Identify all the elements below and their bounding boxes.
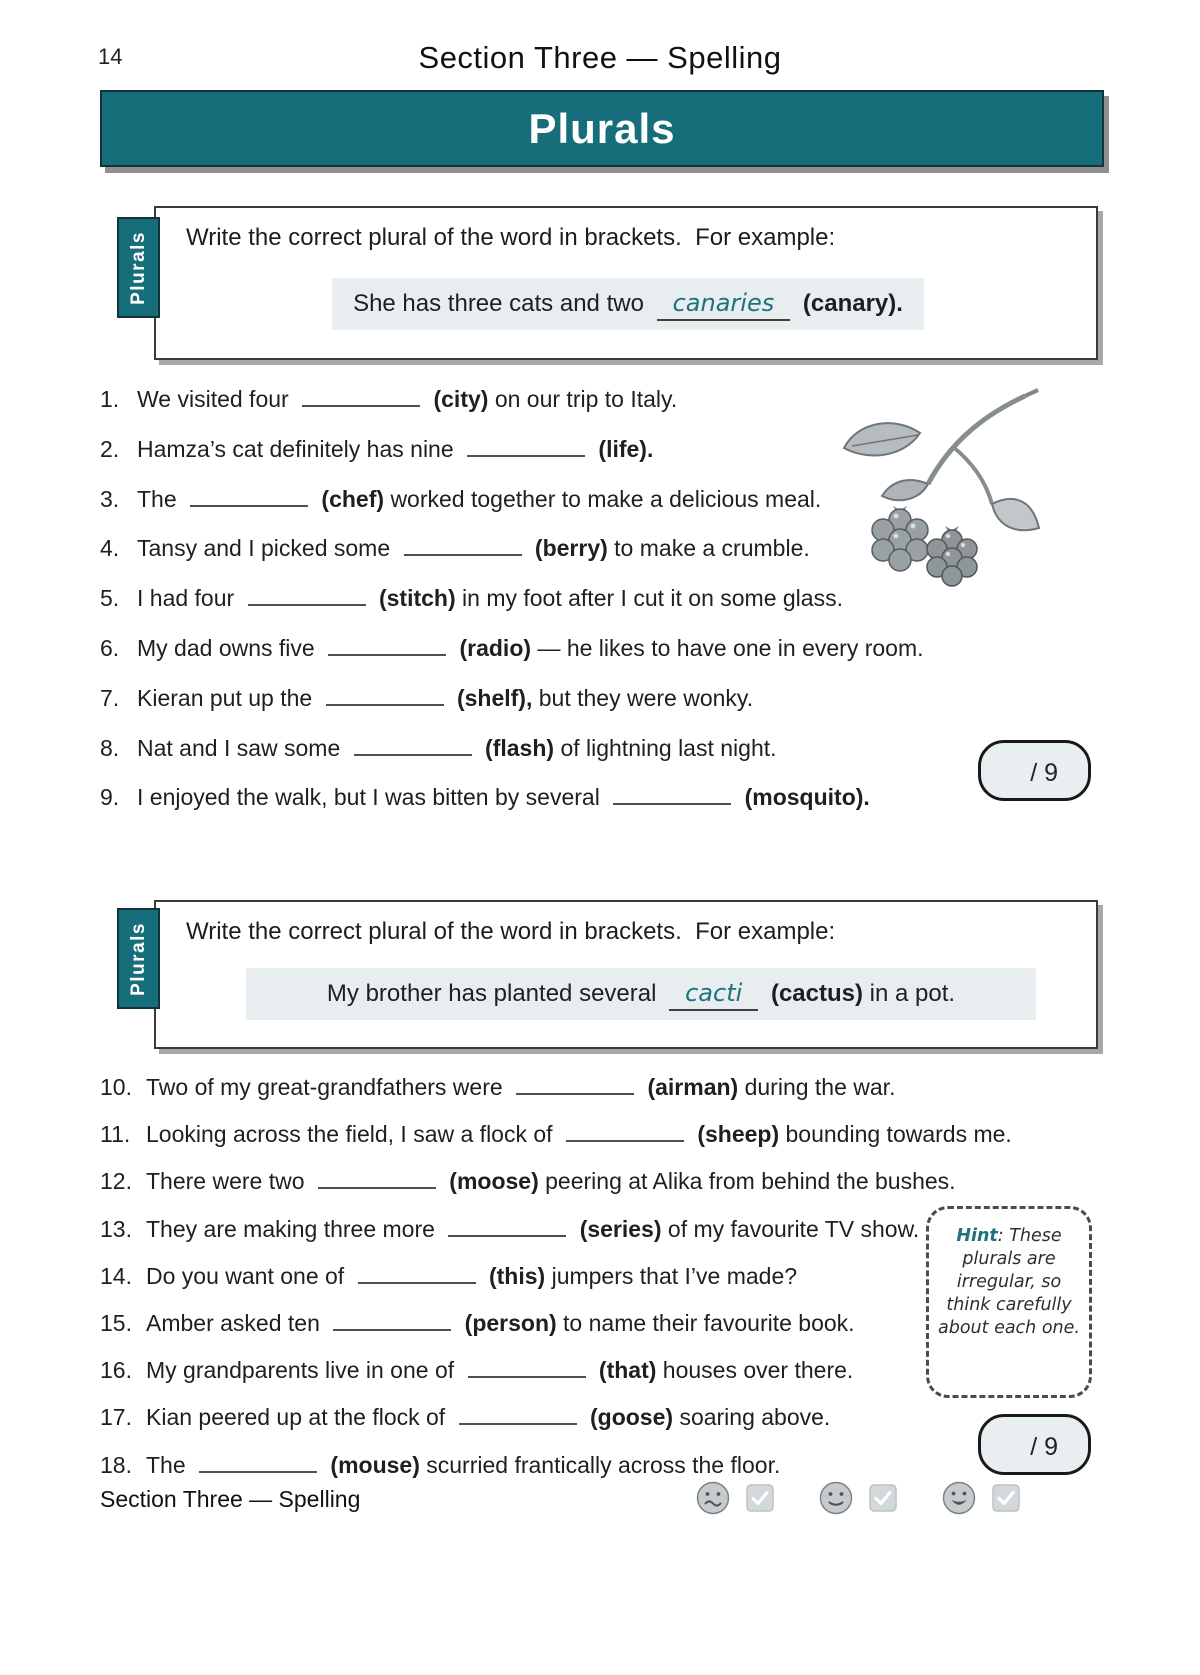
question-text-before: I had four: [137, 585, 235, 612]
question-bracket-word: (mosquito).: [744, 784, 870, 811]
question-text-after: jumpers that I’ve made?: [551, 1262, 798, 1289]
question-bracket-word: (moose): [449, 1168, 539, 1195]
question-number: 6.: [100, 634, 120, 661]
question-row: [100, 1253, 1000, 1300]
face-unsure-icon[interactable]: [695, 1480, 731, 1521]
question-bracket-word: (airman): [647, 1074, 739, 1100]
example-text-after: in a pot.: [869, 980, 956, 1007]
question-number: 4.: [100, 535, 120, 562]
example-sentence: [246, 968, 1036, 1020]
question-row: [100, 773, 1000, 823]
question-number: 14.: [100, 1262, 132, 1289]
question-text-after: of lightning last night.: [560, 734, 777, 761]
question-text-after: to make a crumble.: [614, 535, 810, 562]
question-row: [100, 1111, 1012, 1158]
instruction-box-1: [154, 206, 1098, 360]
question-text-before: Do you want one of: [146, 1262, 345, 1289]
answer-blank[interactable]: [190, 480, 308, 506]
question-text-after: worked together to make a delicious meal.: [390, 485, 822, 512]
question-number: 3.: [100, 485, 120, 512]
self-assessment-unsure: [695, 1480, 774, 1521]
example-text-before: My brother has planted several: [326, 980, 657, 1007]
question-text-before: They are making three more: [146, 1215, 435, 1242]
instruction-box-2: [154, 900, 1098, 1049]
question-text-before: We visited four: [137, 386, 289, 412]
question-text-before: My grandparents live in one of: [146, 1357, 455, 1384]
question-number: 10.: [100, 1074, 132, 1100]
question-row: [100, 1158, 1000, 1205]
footer-section-title: Section Three — Spelling: [100, 1486, 361, 1512]
question-bracket-word: (shelf),: [456, 684, 533, 711]
question-text-before: The: [137, 485, 177, 512]
score-box[interactable]: [978, 740, 1091, 801]
answer-blank[interactable]: [199, 1446, 317, 1472]
question-text-after: — he likes to have one in every room.: [537, 634, 924, 661]
score-label: / 9: [1030, 1433, 1058, 1461]
question-bracket-word: (person): [464, 1309, 557, 1336]
question-text-before: Looking across the field, I saw a flock of: [146, 1121, 553, 1148]
side-tab-label: Plurals: [127, 921, 149, 996]
question-bracket-word: (life).: [598, 435, 654, 462]
question-row: [100, 1347, 1000, 1394]
question-text-before: Two of my great-grandfathers were: [146, 1074, 503, 1100]
answer-blank[interactable]: [333, 1305, 451, 1331]
question-row: [100, 1206, 1000, 1253]
question-bracket-word: (goose): [589, 1404, 674, 1431]
question-text-after: peering at Alika from behind the bushes.: [545, 1168, 956, 1195]
hint-box: [926, 1206, 1092, 1398]
question-text-after: bounding towards me.: [785, 1121, 1012, 1148]
question-text-after: to name their favourite book.: [563, 1309, 855, 1336]
answer-blank[interactable]: [328, 630, 446, 656]
question-text-before: Hamza’s cat definitely has nine: [137, 435, 454, 462]
face-okay-icon[interactable]: [818, 1480, 854, 1521]
example-bracket-word: (canary).: [802, 290, 903, 317]
side-tab-plurals: [117, 908, 160, 1009]
question-text-before: Kian peered up at the flock of: [146, 1404, 446, 1431]
hint-label: Hint: [956, 1226, 998, 1246]
answer-blank[interactable]: [467, 431, 585, 457]
question-bracket-word: (flash): [485, 734, 555, 761]
side-tab-label: Plurals: [127, 230, 149, 305]
example-answer-blank: cacti: [669, 979, 758, 1011]
question-row: [100, 724, 1000, 774]
question-bracket-word: (this): [488, 1262, 546, 1289]
hint-text: : These plurals are irregular, so think carefully about each one.: [938, 1226, 1080, 1339]
question-number: 9.: [100, 784, 120, 811]
question-bracket-word: (chef): [321, 485, 385, 512]
answer-blank[interactable]: [566, 1116, 684, 1142]
answer-blank[interactable]: [448, 1210, 566, 1236]
question-bracket-word: (berry): [534, 535, 608, 562]
question-number: 5.: [100, 585, 120, 612]
question-row: [100, 674, 1000, 724]
blackberries-illustration: [800, 388, 1040, 603]
question-number: 7.: [100, 684, 120, 711]
question-text-before: Amber asked ten: [146, 1309, 320, 1336]
question-text-after: of my favourite TV show.: [667, 1215, 920, 1242]
answer-blank[interactable]: [248, 580, 366, 606]
self-assessment-row: [695, 1480, 1020, 1521]
instruction-text: Write the correct plural of the word in brackets. For example:: [186, 918, 836, 945]
question-bracket-word: (city): [433, 386, 489, 412]
answer-blank[interactable]: [326, 680, 444, 706]
question-number: 16.: [100, 1357, 132, 1384]
question-number: 15.: [100, 1309, 132, 1336]
question-text-after: scurried frantically across the floor.: [426, 1451, 781, 1478]
tick-checkbox[interactable]: [869, 1484, 897, 1517]
question-row: [100, 1394, 1000, 1441]
answer-blank[interactable]: [468, 1352, 586, 1378]
answer-blank[interactable]: [613, 779, 731, 805]
question-text-after: houses over there.: [662, 1357, 854, 1384]
question-text-after: during the war.: [744, 1074, 896, 1100]
question-text-after: on our trip to Italy.: [494, 386, 678, 412]
topic-banner-title: Plurals: [528, 105, 676, 152]
question-text-before: The: [146, 1451, 186, 1478]
question-number: 18.: [100, 1451, 132, 1478]
question-text-before: There were two: [146, 1168, 305, 1195]
example-answer-blank: canaries: [657, 289, 791, 321]
side-tab-plurals: [117, 217, 160, 318]
question-row: [100, 1064, 1000, 1111]
topic-banner: [100, 90, 1104, 167]
section-header-title: Section Three — Spelling: [418, 40, 782, 75]
score-box[interactable]: [978, 1414, 1091, 1475]
answer-blank[interactable]: [318, 1163, 436, 1189]
answer-blank[interactable]: [404, 530, 522, 556]
question-text-after: soaring above.: [679, 1404, 831, 1431]
question-text-before: Tansy and I picked some: [137, 535, 391, 562]
answer-blank[interactable]: [459, 1399, 577, 1425]
question-number: 2.: [100, 435, 120, 462]
question-text-before: Kieran put up the: [137, 684, 313, 711]
question-row: [100, 1300, 1000, 1347]
answer-blank[interactable]: [354, 729, 472, 755]
question-row: [100, 624, 1000, 674]
answer-blank[interactable]: [516, 1069, 634, 1095]
face-happy-icon[interactable]: [941, 1480, 977, 1521]
self-assessment-okay: [818, 1480, 897, 1521]
question-text-before: My dad owns five: [137, 634, 315, 661]
question-number: 13.: [100, 1215, 132, 1242]
question-text-after: but they were wonky.: [538, 684, 754, 711]
question-number: 11.: [100, 1121, 131, 1148]
tick-checkbox[interactable]: [746, 1484, 774, 1517]
self-assessment-happy: [941, 1480, 1020, 1521]
answer-blank[interactable]: [358, 1258, 476, 1284]
question-number: 17.: [100, 1404, 132, 1431]
example-text-before: She has three cats and two: [353, 290, 644, 317]
example-sentence: [332, 278, 924, 330]
answer-blank[interactable]: [302, 381, 420, 407]
question-bracket-word: (mouse): [330, 1451, 420, 1478]
question-text-before: I enjoyed the walk, but I was bitten by several: [137, 784, 600, 811]
question-number: 12.: [100, 1168, 132, 1195]
example-bracket-word: (cactus): [770, 980, 863, 1007]
question-bracket-word: (that): [598, 1357, 657, 1384]
question-bracket-word: (radio): [459, 634, 532, 661]
tick-checkbox[interactable]: [992, 1484, 1020, 1517]
question-number: 1.: [100, 386, 120, 412]
question-text-after: in my foot after I cut it on some glass.: [462, 585, 843, 612]
instruction-text: Write the correct plural of the word in brackets. For example:: [186, 224, 836, 251]
question-bracket-word: (stitch): [378, 585, 456, 612]
score-label: / 9: [1030, 759, 1058, 787]
question-number: 8.: [100, 734, 120, 761]
question-bracket-word: (sheep): [697, 1121, 780, 1148]
page-number: 14: [98, 44, 123, 69]
question-text-before: Nat and I saw some: [137, 734, 341, 761]
question-bracket-word: (series): [579, 1215, 662, 1242]
